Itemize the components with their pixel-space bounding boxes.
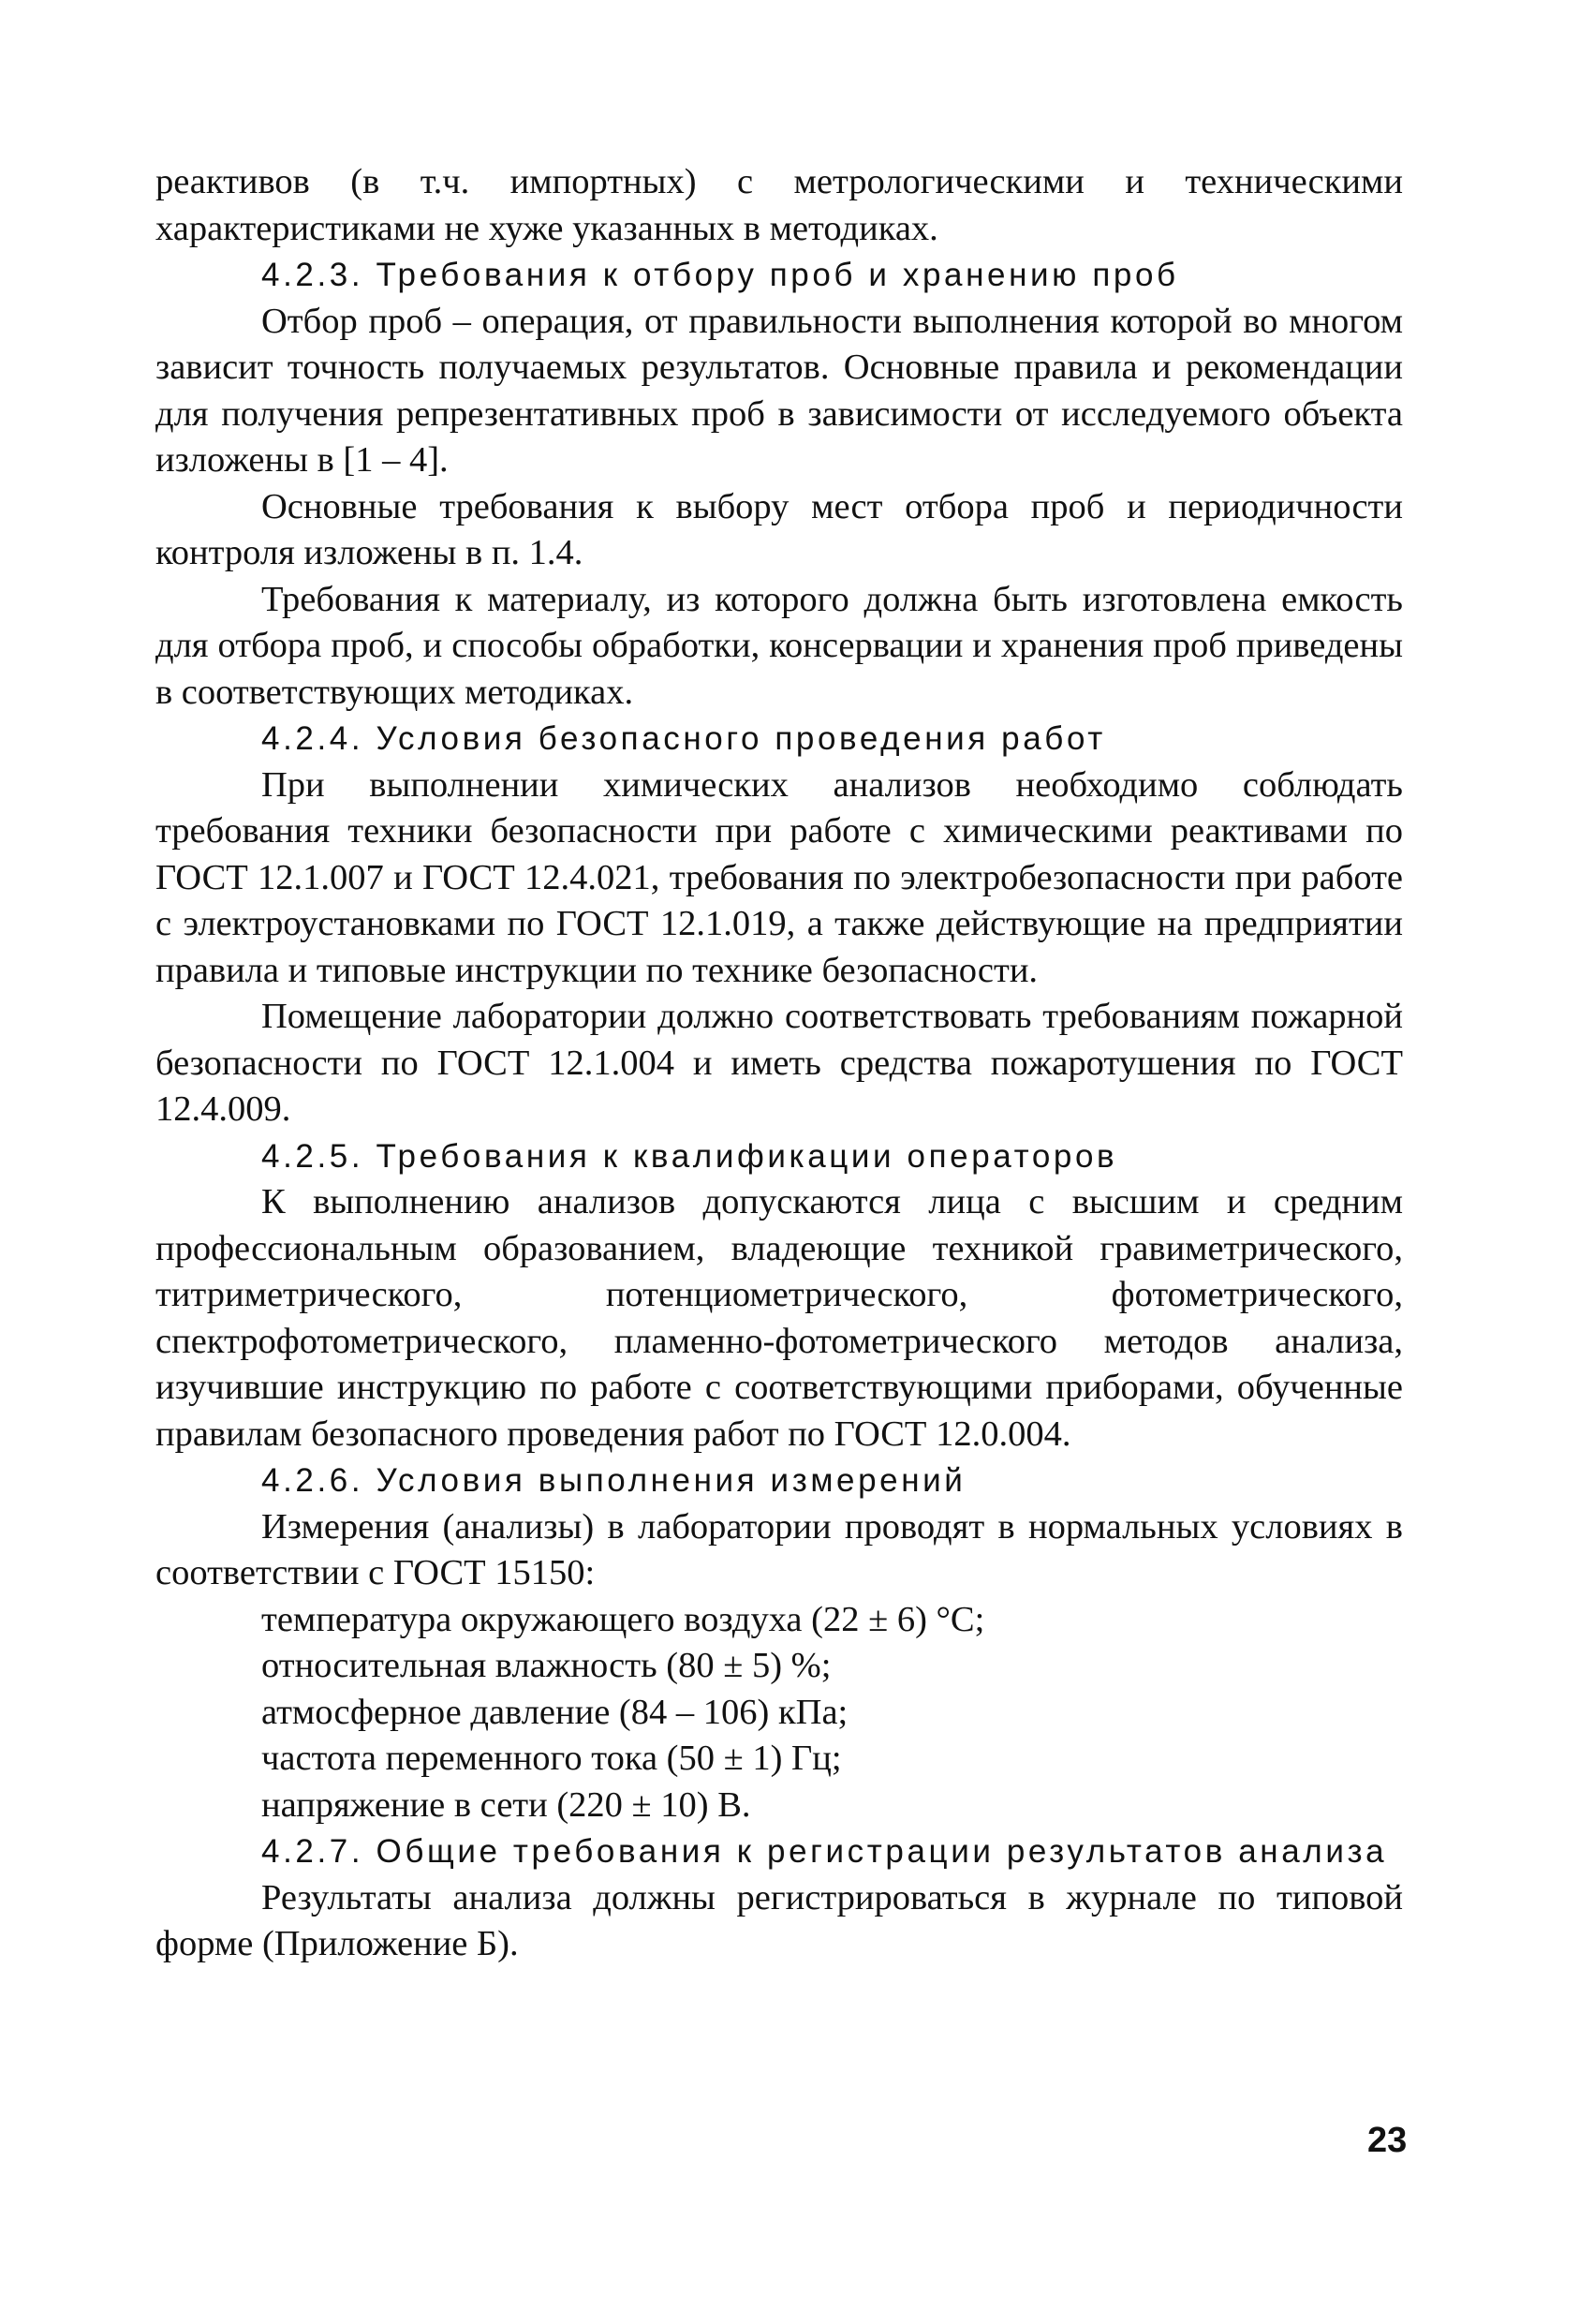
paragraph: Основные требования к выбору мест отбора проб и периодичности контроля изложены в п. 1.4. (155, 486, 1403, 572)
condition-item: частота переменного тока (50 ± 1) Гц; (261, 1739, 842, 1778)
page-number: 23 (1367, 2121, 1408, 2160)
section-heading-4-2-3: 4.2.3. Требования к отбору проб и хранению проб (261, 257, 1179, 293)
condition-item: атмосферное давление (84 – 106) кПа; (261, 1692, 849, 1732)
paragraph: При выполнении химических анализов необходимо соблюдать требования техники безопасности при работе с химическими реактивами по ГОСТ 12.1.007 и ГОСТ 12.4.021, требования по электробезопасности при работе с электроустановками по ГОСТ 12.1.019, а также действующие на предприятии правила и типовые инструкции по технике безопасности. (155, 764, 1403, 990)
section-heading-4-2-5: 4.2.5. Требования к квалификации операторов (261, 1137, 1118, 1175)
page-content (155, 159, 1403, 1968)
paragraph: Помещение лаборатории должно соответствовать требованиям пожарной безопасности по ГОСТ 12.1.004 и иметь средства пожаротушения по ГОСТ 12.4.009. (155, 997, 1403, 1129)
condition-item: относительная влажность (80 ± 5) %; (261, 1646, 832, 1685)
condition-item: температура окружающего воздуха (22 ± 6) °С; (261, 1599, 985, 1639)
section-heading-4-2-6: 4.2.6. Условия выполнения измерений (261, 1462, 967, 1499)
paragraph: Отбор проб – операция, от правильности выполнения которой во многом зависит точность получаемых результатов. Основные правила и рекомендации для получения репрезентативных проб в зависимости от исследуемого объекта изложены в [1 – 4]. (155, 301, 1403, 480)
paragraph: Результаты анализа должны регистрироваться в журнале по типовой форме (Приложение Б). (155, 1877, 1403, 1963)
paragraph: Требования к материалу, из которого должна быть изготовлена емкость для отбора проб, и способы обработки, консервации и хранения проб приведены в соответствующих методиках. (155, 579, 1403, 712)
paragraph: Измерения (анализы) в лаборатории проводят в нормальных условиях в соответствии с ГОСТ 15150: (155, 1506, 1403, 1592)
condition-item: напряжение в сети (220 ± 10) В. (261, 1784, 751, 1825)
section-heading-4-2-7: 4.2.7. Общие требования к регистрации результатов анализа (261, 1833, 1388, 1870)
continuation-paragraph: реактивов (в т.ч. импортных) с метрологическими и техническими характеристиками не хуже указанных в методиках. (155, 162, 1403, 248)
section-heading-4-2-4: 4.2.4. Условия безопасного проведения работ (261, 720, 1106, 757)
paragraph: К выполнению анализов допускаются лица с высшим и средним профессиональным образованием, владеющие техникой гравиметрического, титриметрического, потенциометрического, фотометрического, спектрофотометрического, пламенно-фотометрического методов анализа, изучившие инструкцию по работе с соответствующими приборами, обученные правилам безопасного проведения работ по ГОСТ 12.0.004. (155, 1182, 1403, 1454)
